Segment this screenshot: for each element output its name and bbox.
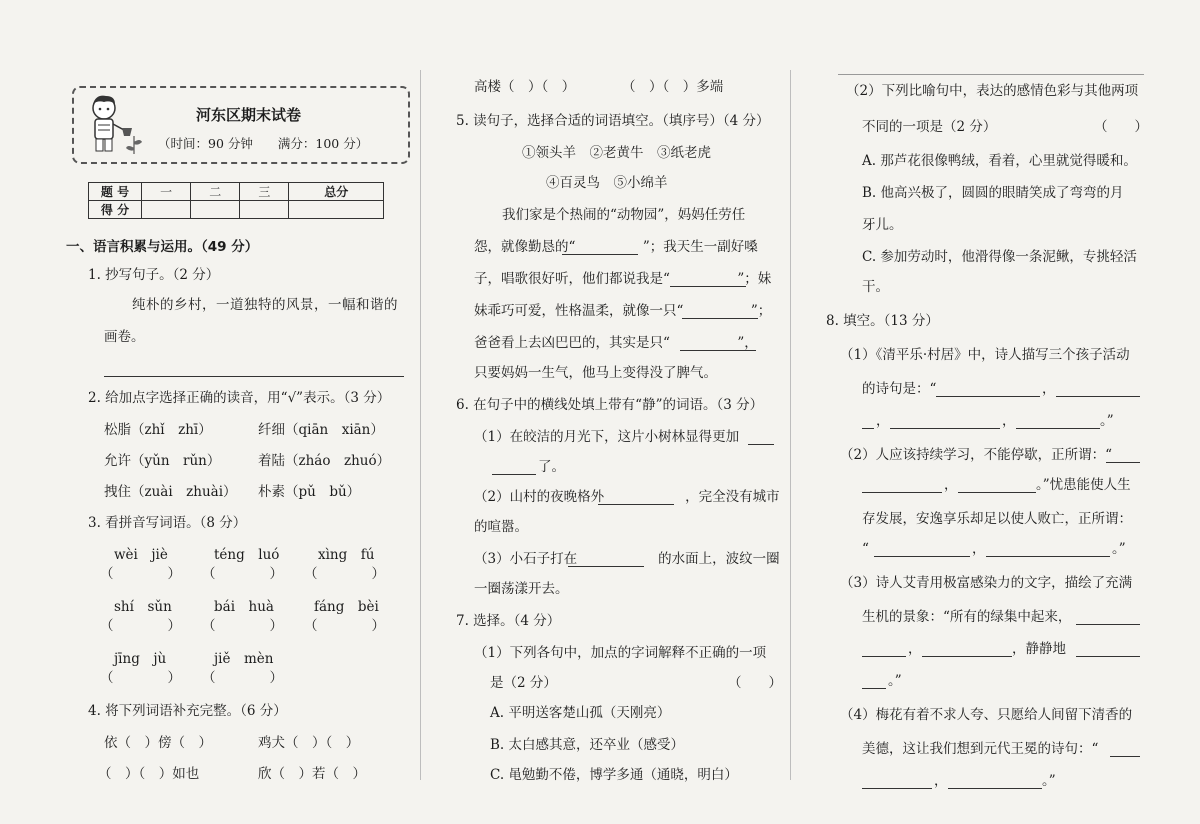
pinyin-prompt: wèi jiè xyxy=(114,547,168,563)
question-1: 1. 抄写句子。（2 分） xyxy=(88,267,220,283)
blank-line[interactable] xyxy=(958,492,1036,493)
q2-option[interactable]: 拽住（zuài zhuài） xyxy=(104,484,237,500)
boy-watering-plant-illustration xyxy=(82,92,144,158)
q8-line: 。” xyxy=(888,673,902,689)
blank-line[interactable] xyxy=(680,350,756,351)
blank-line[interactable] xyxy=(862,656,906,657)
answer-paren[interactable]: （ ） xyxy=(202,566,283,582)
q7-line: 是（2 分） xyxy=(490,675,557,691)
q7-option-b-cont: 牙儿。 xyxy=(862,217,903,233)
choice-paren[interactable]: （ ） xyxy=(1094,119,1148,135)
pinyin-prompt: fáng bèi xyxy=(314,599,379,615)
blank-line[interactable] xyxy=(874,556,970,557)
q5-passage-line: 妹乖巧可爱，性格温柔，就像一只“ ”； xyxy=(474,303,772,319)
q4-item[interactable]: 鸡犬（ ）（ ） xyxy=(258,735,360,751)
score-cell[interactable] xyxy=(289,201,384,219)
q7-line: 不同的一项是（2 分） xyxy=(862,119,997,135)
q4-item[interactable]: （ ）（ ）多端 xyxy=(622,79,724,95)
blank-line[interactable] xyxy=(748,444,774,445)
section-heading: 一、语言积累与运用。（49 分） xyxy=(66,239,259,255)
q7-option-b[interactable]: B. 太白感其意，还卒业（感受） xyxy=(490,737,685,753)
score-cell[interactable] xyxy=(142,201,191,219)
score-cell[interactable] xyxy=(240,201,289,219)
question-7: 7. 选择。（4 分） xyxy=(456,613,561,629)
question-3: 3. 看拼音写词语。（8 分） xyxy=(88,515,247,531)
answer-paren[interactable]: （ ） xyxy=(100,566,181,582)
blank-line[interactable] xyxy=(862,688,886,689)
question-2: 2. 给加点字选择正确的读音，用“√”表示。（3 分） xyxy=(88,390,391,406)
blank-line[interactable] xyxy=(1056,396,1140,397)
q7-option-c[interactable]: C. 参加劳动时，他滑得像一条泥鳅，专挑轻活 xyxy=(862,249,1137,265)
q1-sentence-line2: 画卷。 xyxy=(104,329,145,345)
answer-paren[interactable]: （ ） xyxy=(304,618,385,634)
score-header-cell: 二 xyxy=(191,183,240,201)
blank-line[interactable] xyxy=(922,656,1012,657)
exam-title: 河东区期末试卷 xyxy=(196,106,302,124)
blank-line[interactable] xyxy=(862,428,874,429)
answer-paren[interactable]: （ ） xyxy=(304,566,385,582)
q8-line: 。” xyxy=(1100,413,1114,429)
q2-option[interactable]: 允许（yǔn rǔn） xyxy=(104,453,221,469)
q7-line: （2）下列比喻句中，表达的感情色彩与其他两项 xyxy=(846,83,1139,99)
exam-subtitle: （时间：90 分钟 满分：100 分） xyxy=(158,136,369,151)
q7-line: （1）下列各句中，加点的字词解释不正确的一项 xyxy=(474,645,767,661)
question-8: 8. 填空。（13 分） xyxy=(826,313,939,329)
q8-line: 。” xyxy=(1112,541,1126,557)
score-header-cell: 三 xyxy=(240,183,289,201)
q8-line: “ xyxy=(862,541,869,557)
q2-option[interactable]: 松脂（zhǐ zhī） xyxy=(104,422,212,438)
blank-line[interactable] xyxy=(1110,756,1140,757)
q5-passage-line: 我们家是个热闹的“动物园”，妈妈任劳任 xyxy=(502,207,746,223)
q5-passage-line: 子，唱歌很好听，他们都说我是“ ”；妹 xyxy=(474,271,772,287)
q2-option[interactable]: 着陆（zháo zhuó） xyxy=(258,453,391,469)
q2-option[interactable]: 纤细（qiān xiān） xyxy=(258,422,384,438)
score-header-cell: 题 号 xyxy=(89,183,142,201)
q6-line: （2）山村的夜晚格外 ，完全没有城市 xyxy=(474,489,780,505)
q8-line: ，静静地 xyxy=(1012,641,1066,657)
pinyin-prompt: téng luó xyxy=(214,547,280,563)
comma: ， xyxy=(1002,413,1016,429)
answer-paren[interactable]: （ ） xyxy=(202,618,283,634)
q5-passage-line: 只要妈妈一生气，他马上变得没了脾气。 xyxy=(474,365,717,381)
blank-line[interactable] xyxy=(890,428,1000,429)
pinyin-prompt: bái huà xyxy=(214,599,274,615)
blank-line[interactable] xyxy=(862,788,932,789)
blank-line[interactable] xyxy=(862,492,942,493)
q8-line: 生机的景象：“所有的绿集中起来， xyxy=(862,609,1072,625)
comma: ， xyxy=(908,641,922,657)
top-rule xyxy=(838,74,1144,75)
blank-line[interactable] xyxy=(1076,624,1140,625)
comma: ， xyxy=(876,413,890,429)
q8-line: （3）诗人艾青用极富感染力的文字，描绘了充满 xyxy=(840,575,1133,591)
score-cell[interactable] xyxy=(191,201,240,219)
pinyin-prompt: jiě mèn xyxy=(214,651,274,667)
blank-line[interactable] xyxy=(568,566,644,567)
question-6: 6. 在句子中的横线处填上带有“静”的词语。（3 分） xyxy=(456,397,764,413)
choice-paren[interactable]: （ ） xyxy=(728,675,782,691)
q2-option[interactable]: 朴素（pǔ bǔ） xyxy=(258,484,361,500)
q6-line: 一圈荡漾开去。 xyxy=(474,581,569,597)
blank-line[interactable] xyxy=(1016,428,1100,429)
score-table xyxy=(88,182,384,219)
q4-item[interactable]: （ ）（ ）如也 xyxy=(98,766,200,782)
q8-line: 存发展，安逸享乐却足以使人败亡，正所谓： xyxy=(862,511,1132,527)
q8-line: 。”忧患能使人生 xyxy=(1036,477,1131,493)
score-header-cell: 一 xyxy=(142,183,191,201)
comma: ， xyxy=(944,477,958,493)
answer-paren[interactable]: （ ） xyxy=(202,670,283,686)
q8-line: 的诗句是：“ xyxy=(862,381,937,397)
blank-line[interactable] xyxy=(1076,656,1140,657)
column-divider-2 xyxy=(790,70,791,780)
comma: ， xyxy=(972,541,986,557)
comma: ， xyxy=(1042,381,1056,397)
q6-line: 的喧嚣。 xyxy=(474,519,528,535)
column-divider-1 xyxy=(420,70,421,780)
q6-line: 了。 xyxy=(538,459,565,475)
q7-option-a[interactable]: A. 那芦花很像鸭绒，看着，心里就觉得暖和。 xyxy=(862,153,1137,169)
q5-options: ①领头羊 ②老黄牛 ③纸老虎 xyxy=(522,145,711,161)
question-5: 5. 读句子，选择合适的词语填空。（填序号）（4 分） xyxy=(456,113,770,129)
blank-line[interactable] xyxy=(948,788,1042,789)
q5-passage-line: 怨，就像勤恳的“ ”；我天生一副好嗓 xyxy=(474,239,758,255)
pinyin-prompt: jīng jù xyxy=(114,651,167,667)
blank-line[interactable] xyxy=(562,254,638,255)
q1-sentence-line1: 纯朴的乡村，一道独特的风景，一幅和谐的 xyxy=(132,297,398,313)
comma: ， xyxy=(934,773,948,789)
pinyin-prompt: shí sǔn xyxy=(114,599,172,615)
blank-line[interactable] xyxy=(986,556,1110,557)
q8-line: （2）人应该持续学习，不能停歇，正所谓：“ xyxy=(840,447,1112,463)
q8-line: （4）梅花有着不求人夸、只愿给人间留下清香的 xyxy=(840,707,1133,723)
q5-options: ④百灵鸟 ⑤小绵羊 xyxy=(546,175,668,191)
q7-option-b[interactable]: B. 他高兴极了，圆圆的眼睛笑成了弯弯的月 xyxy=(862,185,1124,201)
q6-line: （1）在皎洁的月光下，这片小树林显得更加 xyxy=(474,429,740,445)
q8-line: （1）《清平乐·村居》中，诗人描写三个孩子活动 xyxy=(840,347,1130,363)
q4-item[interactable]: 依（ ）傍（ ） xyxy=(104,735,212,751)
q5-passage-line: 爸爸看上去凶巴巴的，其实是只“ ”， xyxy=(474,335,758,351)
score-header-cell: 总分 xyxy=(289,183,384,201)
blank-line[interactable] xyxy=(598,504,674,505)
q1-answer-line[interactable] xyxy=(104,376,404,377)
blank-line[interactable] xyxy=(670,286,746,287)
blank-line[interactable] xyxy=(492,474,536,475)
q4-item[interactable]: 高楼（ ）（ ） xyxy=(474,79,576,95)
q6-line: （3）小石子打在 的水面上，波纹一圈 xyxy=(474,551,780,567)
blank-line[interactable] xyxy=(936,396,1040,397)
q7-option-a[interactable]: A. 平明送客楚山孤（天刚亮） xyxy=(490,705,671,721)
answer-paren[interactable]: （ ） xyxy=(100,618,181,634)
q8-line: 。” xyxy=(1042,773,1056,789)
blank-line[interactable] xyxy=(682,318,758,319)
q4-item[interactable]: 欣（ ）若（ ） xyxy=(258,766,366,782)
q8-line: 美德，这让我们想到元代王冕的诗句：“ xyxy=(862,741,1099,757)
q7-option-c[interactable]: C. 黾勉勤不倦，博学多通（通晓，明白） xyxy=(490,767,738,783)
blank-line[interactable] xyxy=(1106,462,1140,463)
q7-option-c-cont: 干。 xyxy=(862,279,889,295)
pinyin-prompt: xìng fú xyxy=(318,547,375,563)
score-row-label: 得 分 xyxy=(89,201,142,219)
answer-paren[interactable]: （ ） xyxy=(100,670,181,686)
question-4: 4. 将下列词语补充完整。（6 分） xyxy=(88,703,287,719)
